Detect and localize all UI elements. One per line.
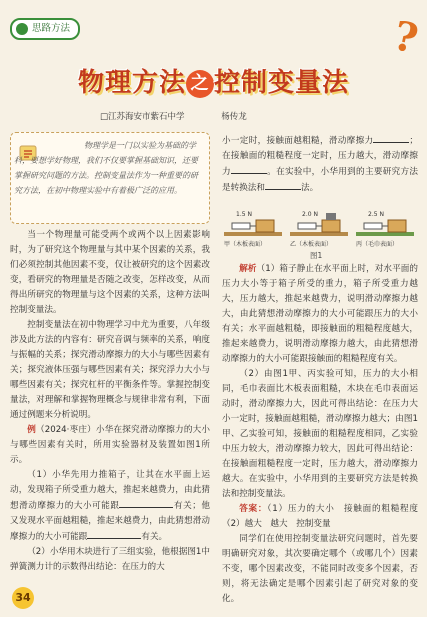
column-right-lower bbox=[222, 262, 427, 607]
title-right: 控制变量法 bbox=[214, 68, 350, 98]
text: 法。 bbox=[300, 183, 319, 193]
setup-a bbox=[224, 211, 282, 248]
affiliation: □江苏海安市紫石中学 bbox=[100, 112, 185, 122]
abstract-text: 物理学是一门以实验为基础的学科，要想学好物理，我们不仅要掌握基础知识，还要掌握研究问题的方法。控制变量法作为一种重要的研究方法，在初中物理实验中有着极广泛的应用。 bbox=[14, 141, 198, 195]
column-right bbox=[222, 133, 418, 196]
question-1-text: （1）小华先用力推箱子，让其在水平面上运动，发现箱子所受重力越大，推起来越费力，由此猜想滑动摩擦力的大小可能跟 bbox=[10, 470, 210, 511]
text: ；在接触面的粗糙程度一定时，压力越大，滑动摩擦力 bbox=[222, 136, 418, 177]
article-title bbox=[0, 62, 427, 99]
answer bbox=[222, 502, 427, 532]
answer-blank bbox=[265, 180, 301, 190]
closing-paragraph: 同学们在使用控制变量法研究问题时，首先要明确研究对象，其次要确定哪个（或哪几个）因素不变，哪个因素改变，不能同时改变多个因素，否则，将无法确定是哪个因素引起了研究对象的变化。 bbox=[222, 534, 418, 604]
question-1-text-c: 有关。 bbox=[141, 532, 168, 542]
author: 杨传龙 bbox=[221, 112, 247, 122]
paragraph: 当一个物理量可能受两个或两个以上因素影响时，为了研究这个物理量与其中某个因素的关系，我们必须控制其他因素不变，仅让被研究的这个因素改变，看研究的物理量是否随之改变，怎样改变，从而得出所研究的物理量与这个因素的关系，这种方法叫控制变量法。 bbox=[10, 230, 210, 315]
setup-c bbox=[356, 211, 414, 248]
page-number: 34 bbox=[12, 587, 34, 609]
section-tag-icon bbox=[16, 23, 28, 35]
fig-label: 甲（木板表面） bbox=[224, 241, 267, 248]
fig-label: 乙（木板表面） bbox=[290, 241, 333, 248]
question-mark-icon: ? bbox=[388, 12, 422, 63]
fig-label: 丙（毛巾表面） bbox=[356, 241, 399, 248]
analysis-2: （2）由图1甲、丙实验可知，压力的大小相同，毛巾表面比木板表面粗糙，木块在毛巾表面运动时，滑动摩擦力大，因此可得出结论：在压力大小一定时，接触面越粗糙，滑动摩擦力越大；由图1甲、乙实验可知，接触面的粗糙程度相同，乙实验中压力较大，滑动摩擦力较大，因此可得出结论：在接触面粗糙程度一定时，压力越大，滑动摩擦力越大。在实验中，小华用到的主要研究方法是转换法和控制变量法。 bbox=[222, 369, 418, 499]
section-tag bbox=[10, 18, 80, 40]
answer-blank bbox=[119, 498, 173, 508]
figure-caption: 图1 bbox=[310, 251, 323, 260]
text: 。在实验中，小华用到的主要研究方法是转换法和 bbox=[222, 167, 418, 193]
title-left: 物理方法 bbox=[77, 68, 186, 98]
paragraph-cont bbox=[222, 133, 418, 196]
example-text: （2024·枣庄）小华在探究滑动摩擦力的大小与哪些因素有关时，所用实验器材及装置如图1所示。 bbox=[10, 425, 210, 465]
fig-value: 1.5 N bbox=[236, 211, 252, 218]
answer-blank bbox=[87, 529, 141, 539]
byline bbox=[100, 110, 247, 122]
analysis-1 bbox=[222, 262, 418, 367]
title-mid: 之 bbox=[186, 70, 214, 98]
text: 小一定时，接触面越粗糙，滑动摩擦力 bbox=[222, 136, 374, 146]
paragraph: 控制变量法在初中物理学习中尤为重要，八年级涉及此方法的内容有：研究音调与频率的关系，响度与振幅的关系；探究滑动摩擦力的大小与哪些因素有关；探究液体压强与哪些因素有关；探究浮力大小与哪些因素有关；探究杠杆的平衡条件等。掌握控制变量法，对理解和掌握物理概念与规律非常有利，下面通过例题来分析说明。 bbox=[10, 320, 210, 420]
question-1-text-b: 有关；他又发现水平面越粗糙，推起来越费力，由此猜想滑动摩擦力的大小可能跟 bbox=[10, 501, 210, 542]
column-left bbox=[10, 228, 210, 575]
fig-value: 2.0 N bbox=[302, 211, 318, 218]
fig-value: 2.5 N bbox=[368, 211, 384, 218]
answer-text: （1）压力的大小 接触面的粗糙程度 （2）越大 越大 控制变量 bbox=[222, 504, 427, 529]
answer-blank bbox=[231, 164, 267, 174]
analysis-label: 解析 bbox=[239, 264, 257, 274]
question-2: （2）小华用木块进行了三组实验，他根据图1中弹簧测力计的示数得出结论：在压力的大 bbox=[10, 547, 210, 572]
example-paragraph bbox=[10, 423, 210, 468]
setup-b bbox=[290, 211, 348, 248]
answer-label: 答案： bbox=[239, 504, 268, 514]
analysis-text: （1）箱子静止在水平面上时，对水平面的压力大小等于箱子所受的重力，箱子所受重力越大，压力越大，推起来越费力，说明滑动摩擦力越大，由此猜想滑动摩擦力的大小可能跟压力的大小有关；水平面越粗糙，即接触面的粗糙程度越大，推起来越费力，说明滑动摩擦力越大，由此猜想滑动摩擦力的大小可能跟接触面的粗糙程度有关。 bbox=[222, 264, 418, 364]
experiment-figure bbox=[222, 200, 418, 250]
section-tag-label: 思路方法 bbox=[32, 23, 71, 34]
answer-blank bbox=[373, 133, 409, 143]
question-1 bbox=[10, 468, 210, 545]
example-label: 例 bbox=[27, 425, 36, 435]
